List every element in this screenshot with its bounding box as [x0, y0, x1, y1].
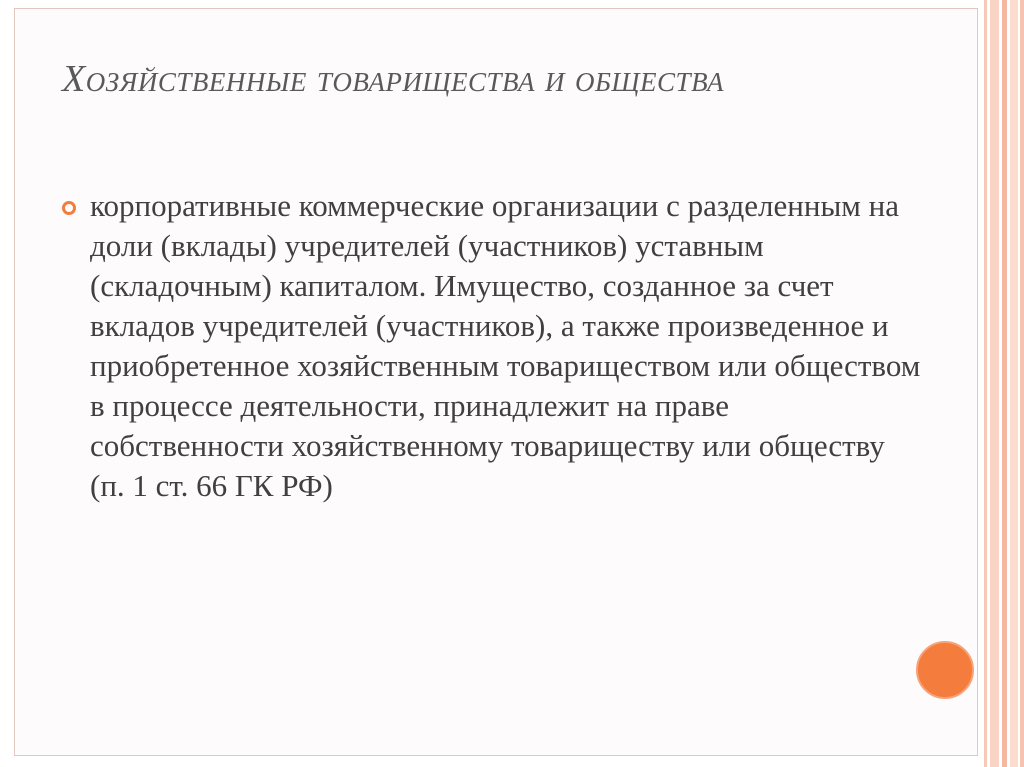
bullet-item [62, 186, 922, 506]
decorative-stripes [984, 0, 1024, 767]
stripe [1002, 0, 1007, 767]
stripe [984, 0, 987, 767]
slide-content [62, 186, 922, 506]
bullet-text: корпоративные коммерческие организации с разделенным на доли (вклады) учредителей (участников) уставным (складочным) капиталом. Имущество, созданное за счет вкладов учредителей (участников), а также произведенное и приобретенное хозяйственным товариществом или обществом в процессе деятельности, принадлежит на праве собственности хозяйственному товариществу или обществу (п. 1 ст. 66 ГК РФ) [90, 188, 921, 503]
stripe [990, 0, 999, 767]
orange-circle-icon [916, 641, 974, 699]
stripe [1010, 0, 1018, 767]
slide-title: Хозяйственные товарищества и общества [62, 58, 725, 100]
circle-bullet-icon [62, 201, 76, 215]
stripe [1020, 0, 1024, 767]
